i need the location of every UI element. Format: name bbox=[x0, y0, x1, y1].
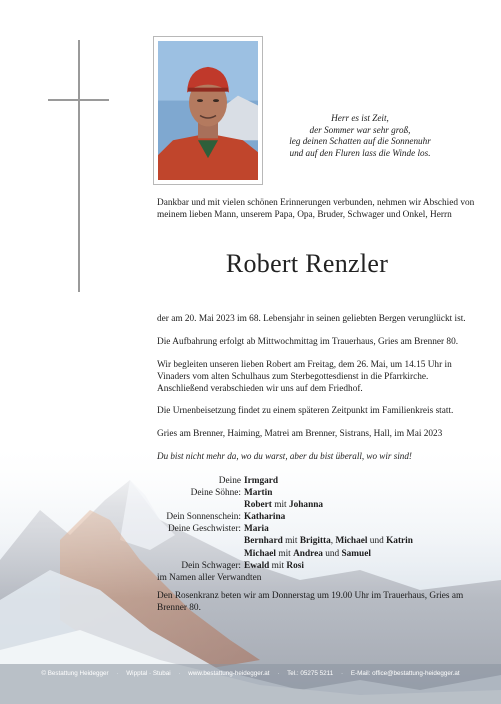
urn-notice: Die Urnenbeisetzung findet zu einem späteren Zeitpunkt im Familienkreis statt. bbox=[157, 406, 454, 416]
family-connector: und bbox=[369, 536, 384, 547]
family-member: Maria bbox=[244, 524, 269, 535]
verse-line: Herr es ist Zeit, bbox=[331, 113, 389, 123]
family-label: Deine Söhne: bbox=[190, 488, 241, 499]
family-label: Dein Schwager: bbox=[181, 560, 241, 571]
relatives-line: im Namen aller Verwandten bbox=[157, 572, 262, 583]
footer-region: Wipptal · Stubai bbox=[126, 670, 171, 677]
family-member: Martin bbox=[244, 488, 273, 499]
family-label: Deine Geschwister: bbox=[167, 524, 241, 535]
family-connector: mit bbox=[271, 560, 285, 571]
footer-company: © Bestattung Heidegger bbox=[41, 670, 109, 677]
footer bbox=[0, 670, 501, 677]
family-member: Irmgard bbox=[244, 476, 279, 486]
places-date: Gries am Brenner, Haiming, Matrei am Brenner, Sistrans, Hall, im Mai 2023 bbox=[157, 429, 443, 439]
cross-horizontal bbox=[48, 99, 109, 101]
family-row bbox=[157, 487, 477, 499]
footer-phone: Tel.: 05275 5211 bbox=[287, 670, 334, 677]
family-member: Bernhard bbox=[244, 536, 283, 547]
family-member: Rosi bbox=[286, 560, 304, 571]
verse-line: und auf den Fluren lass die Winde los. bbox=[289, 147, 431, 158]
family-member: Katrin bbox=[386, 536, 413, 547]
family-connector: und bbox=[325, 548, 340, 559]
family-label: Dein Sonnenschein: bbox=[166, 512, 241, 523]
verse-line: der Sommer war sehr groß, bbox=[309, 124, 411, 135]
family-member: Samuel bbox=[341, 548, 371, 559]
family-connector: mit bbox=[285, 536, 298, 547]
family-row bbox=[157, 572, 477, 584]
family-member: Andrea bbox=[293, 548, 323, 559]
family-list bbox=[157, 475, 477, 584]
deceased-name: Robert Renzler bbox=[225, 249, 389, 278]
footer-separator: · bbox=[178, 670, 181, 677]
footer-website[interactable]: www.bestattung-heidegger.at bbox=[188, 670, 270, 677]
intro-text: Dankbar und mit vielen schönen Erinnerungen verbunden, nehmen wir Abschied von meinem lieben Mann, unserem Papa, Opa, Bruder, Schwager und Onkel, Herrn bbox=[157, 198, 475, 220]
family-row bbox=[157, 560, 477, 572]
family-connector: mit bbox=[274, 500, 287, 511]
poem-verse bbox=[270, 113, 450, 159]
cross-vertical bbox=[78, 40, 80, 292]
family-row bbox=[157, 548, 477, 560]
family-member: Brigitta bbox=[299, 536, 331, 547]
family-member: Robert bbox=[244, 500, 272, 511]
verse-line: leg deinen Schatten auf die Sonnenuhr bbox=[289, 136, 431, 147]
portrait-photo bbox=[158, 41, 258, 180]
family-row bbox=[157, 511, 477, 523]
portrait-frame bbox=[153, 36, 263, 185]
family-member: Michael bbox=[244, 548, 277, 559]
family-member: Johanna bbox=[288, 500, 324, 511]
death-notice: der am 20. Mai 2023 im 68. Lebensjahr in seinen geliebten Bergen verunglückt ist. bbox=[157, 314, 466, 324]
family-connector: , bbox=[330, 536, 334, 547]
family-row bbox=[157, 475, 477, 487]
family-row bbox=[157, 523, 477, 535]
motto: Du bist nicht mehr da, wo du warst, aber du bist überall, wo wir sind! bbox=[157, 451, 412, 461]
footer-separator: · bbox=[277, 670, 280, 677]
rosary-notice: Den Rosenkranz beten wir am Donnerstag um 19.00 Uhr im Trauerhaus, Gries am Brenner 80. bbox=[157, 591, 464, 613]
footer-email[interactable]: E-Mail: office@bestattung-heidegger.at bbox=[350, 670, 460, 677]
funeral-notice: Wir begleiten unseren lieben Robert am Freitag, dem 26. Mai, um 14.15 Uhr in Vinaders vom alten Schulhaus zum Sterbegottesdienst in die Pfarrkirche. Anschließend verabschieden wir uns auf dem Friedhof. bbox=[157, 360, 452, 394]
footer-separator: · bbox=[116, 670, 119, 677]
family-row bbox=[157, 535, 477, 547]
family-member: Katharina bbox=[244, 512, 286, 523]
family-label: Deine bbox=[218, 476, 241, 486]
family-connector: mit bbox=[278, 548, 291, 559]
viewing-notice: Die Aufbahrung erfolgt ab Mittwochmittag im Trauerhaus, Gries am Brenner 80. bbox=[157, 337, 459, 347]
family-member: Michael bbox=[335, 536, 368, 547]
family-row bbox=[157, 499, 477, 511]
footer-separator: · bbox=[340, 670, 344, 677]
family-member: Ewald bbox=[244, 560, 270, 571]
